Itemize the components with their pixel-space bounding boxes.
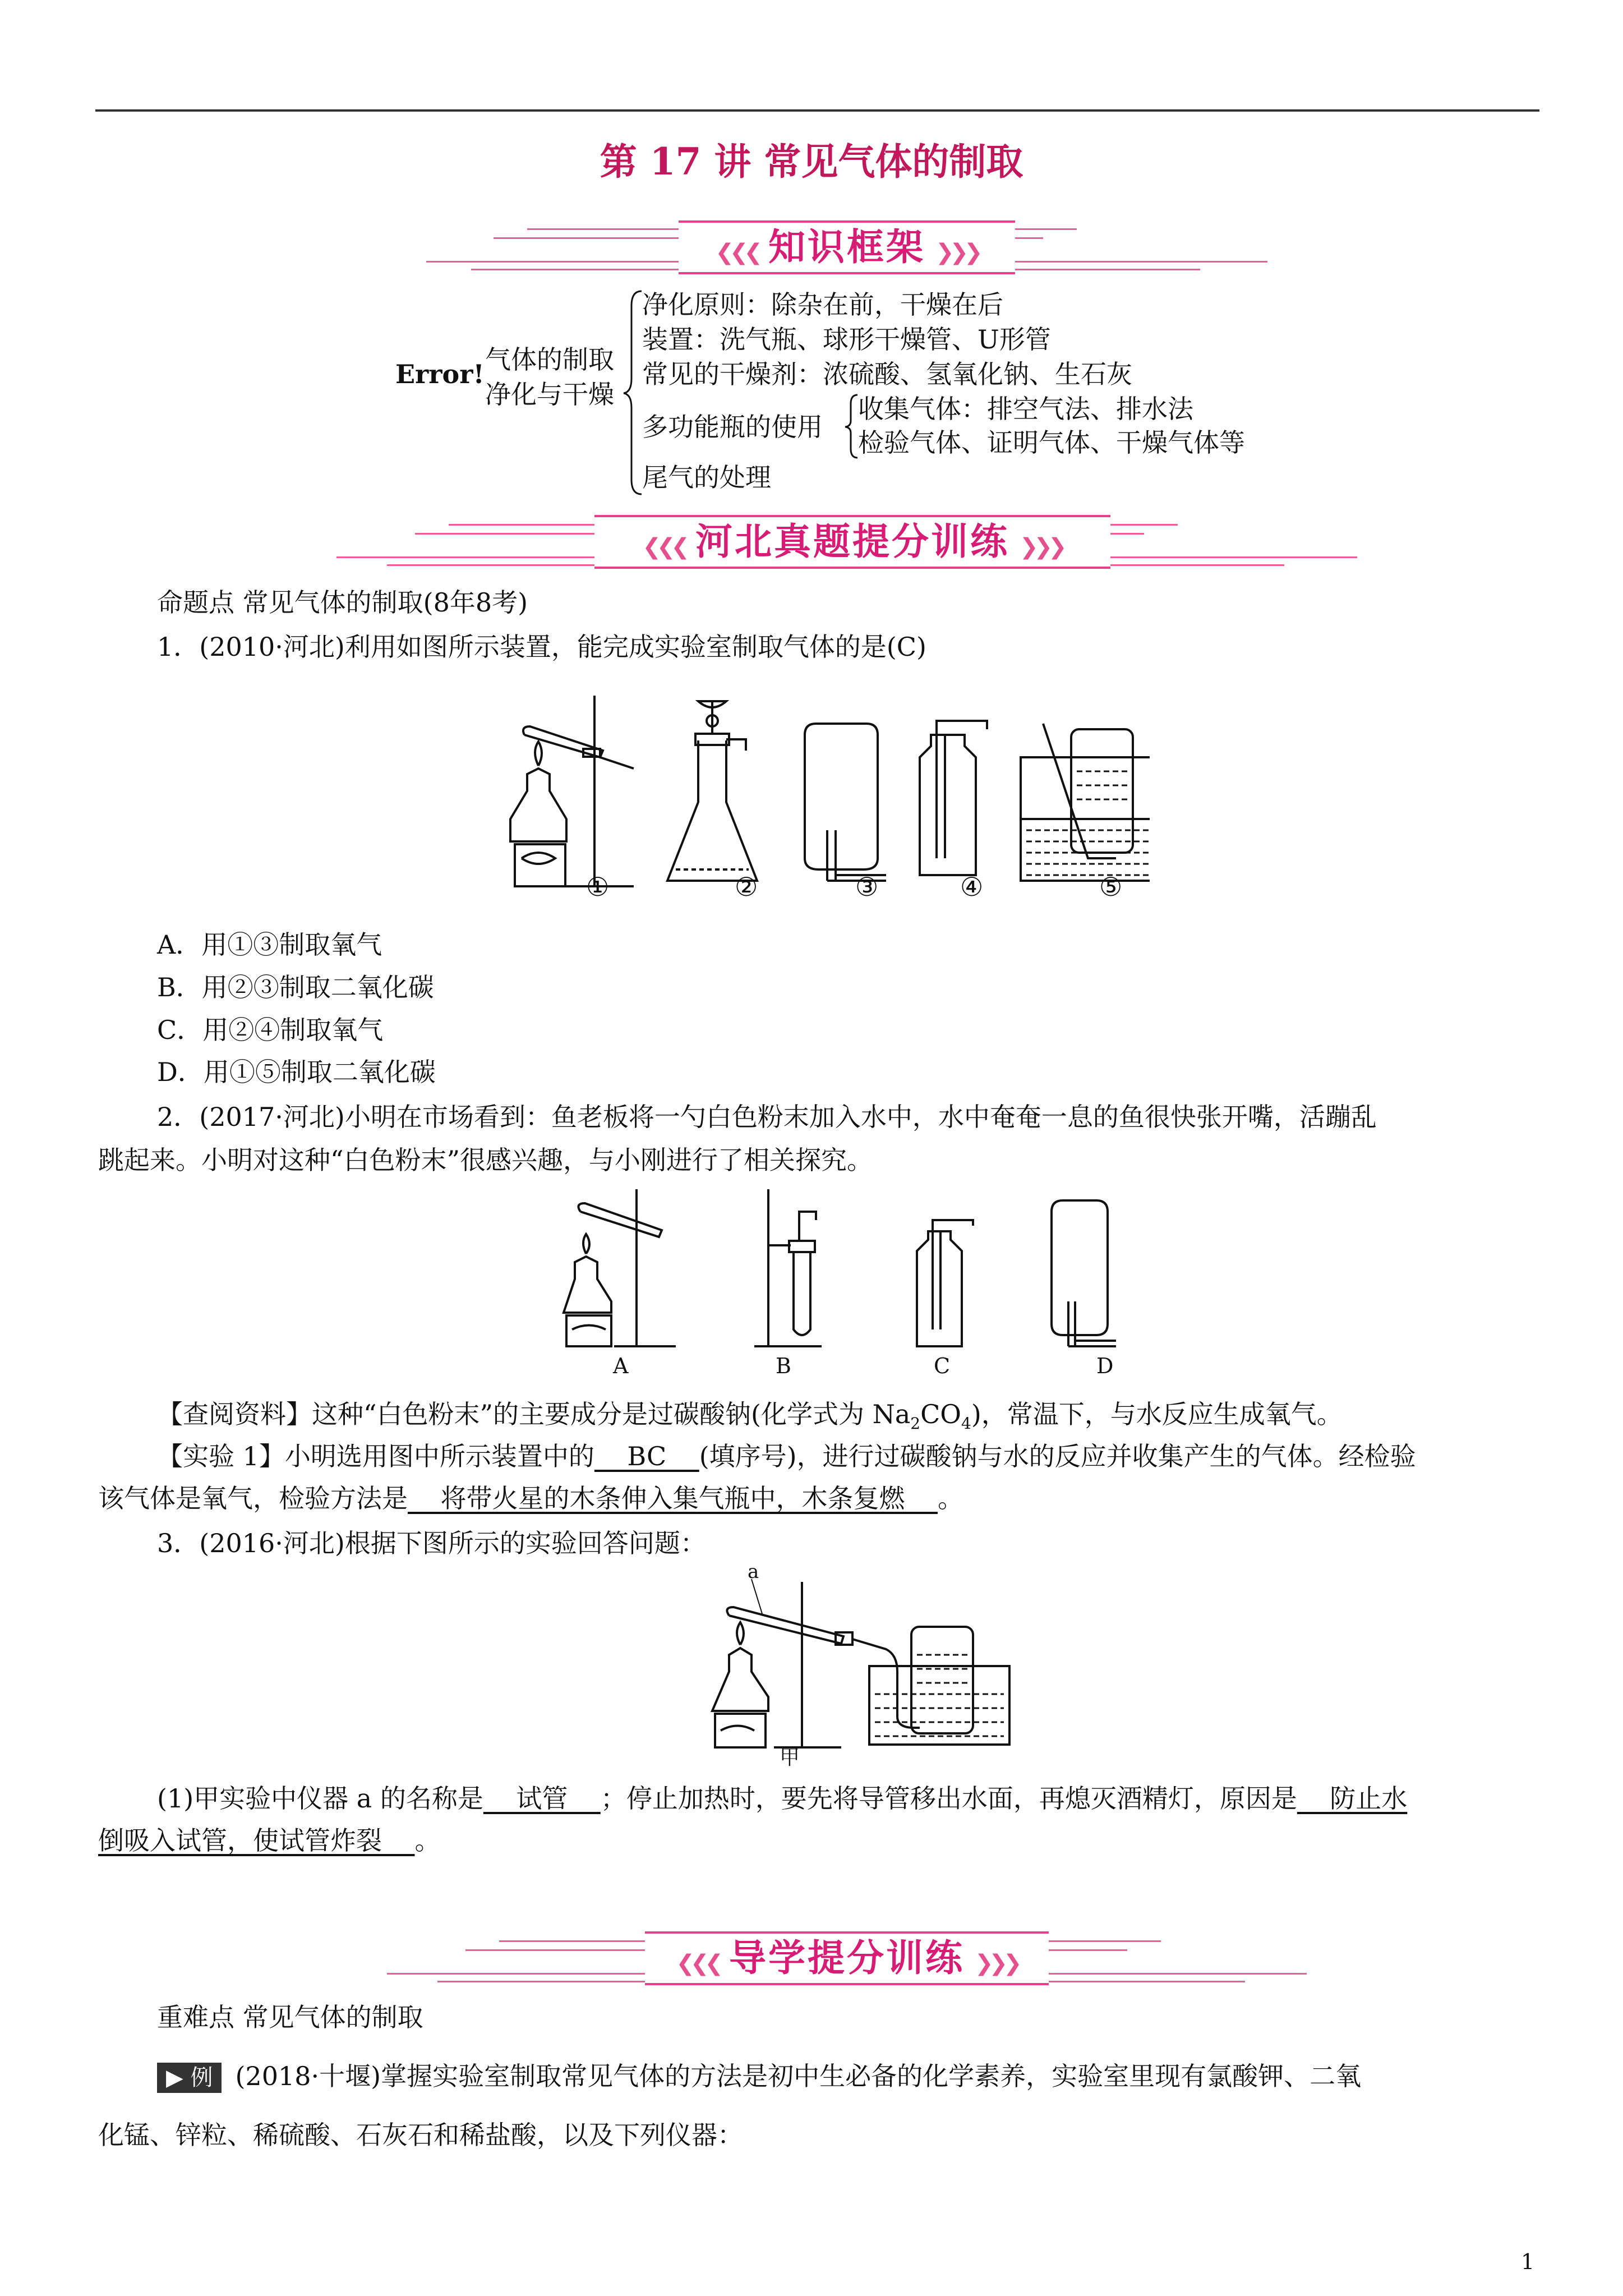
guide-example-text1: (2018·十堰)掌握实验室制取常见气体的方法是初中生必备的化学素养，实验室里现有氯酸钾、二氧	[235, 2061, 1362, 2091]
framework-error-label: Error!	[395, 359, 485, 389]
chevron-right-icon: ❯❯❯	[1020, 534, 1063, 560]
example-badge: ▶ 例	[157, 2063, 222, 2093]
q1-fig-label-3: ③	[855, 872, 879, 902]
q3-l1-answer: 试管	[483, 1783, 601, 1814]
q3-l2-post: 。	[414, 1825, 441, 1856]
q2-reference-pre: 【查阅资料】这种“白色粉末”的主要成分是过碳酸钠(化学式为 Na	[157, 1399, 911, 1429]
q1-fig-label-2: ②	[735, 872, 758, 902]
q2-reference-sub2: 4	[961, 1414, 971, 1433]
q1-option-d: D．用①⑤制取二氧化碳	[157, 1057, 436, 1087]
q3-l1-mid: ；停止加热时，要先将导管移出水面，再熄灭酒精灯，原因是	[600, 1783, 1297, 1814]
q2-experiment1-line1	[157, 1439, 1416, 1474]
section-banner-guide	[387, 1927, 1307, 1989]
chevron-left-icon: ❮❮❮	[715, 240, 758, 265]
framework-item-4: 多功能瓶的使用	[642, 412, 823, 442]
guide-topic: 重难点 常见气体的制取	[157, 2002, 423, 2032]
q3-l2-answer: 倒吸入试管，使试管炸裂	[98, 1825, 415, 1856]
q2-stem-line2: 跳起来。小明对这种“白色粉末”很感兴趣，与小刚进行了相关探究。	[98, 1145, 873, 1175]
framework-item-2: 装置：洗气瓶、球形干燥管、U形管	[642, 324, 1051, 355]
hebei-banner-tab	[594, 515, 1110, 569]
framework-center-line1: 气体的制取	[485, 344, 614, 375]
framework-sub-brace	[844, 393, 860, 460]
q1-fig-label-1: ①	[586, 872, 610, 902]
q1-stem: 1．(2010·河北)利用如图所示装置，能完成实验室制取气体的是(C)	[157, 632, 926, 662]
q2-reference-sub1: 2	[910, 1414, 921, 1433]
framework-center-line2: 净化与干燥	[485, 379, 614, 409]
q1-option-c: C．用②④制取氧气	[157, 1015, 384, 1045]
guide-example-line1	[157, 2059, 1361, 2093]
q2-exp1-pre: 【实验 1】小明选用图中所示装置中的	[157, 1441, 594, 1471]
guide-example-line2: 化锰、锌粒、稀硫酸、石灰石和稀盐酸，以及下列仪器：	[98, 2120, 743, 2150]
q2-exp1-line2-post: 。	[937, 1483, 963, 1513]
q2-exp1-answer: BC	[594, 1441, 699, 1471]
q2-apparatus-figure	[558, 1189, 1119, 1352]
q2-exp1-line2-answer: 将带火星的木条伸入集气瓶中，木条复燃	[408, 1483, 938, 1513]
q1-option-b: B．用②③制取二氧化碳	[157, 972, 434, 1002]
guide-banner-label: 导学提分训练	[729, 1936, 965, 1980]
q3-fig-caption: 甲	[780, 1746, 800, 1769]
q2-reference-post: )，常温下，与水反应生成氧气。	[971, 1399, 1343, 1429]
q2-fig-label-b: B	[776, 1354, 791, 1378]
q2-reference-mid: CO	[920, 1399, 962, 1429]
page-title: 第 17 讲 常见气体的制取	[600, 140, 1023, 183]
top-rule	[95, 109, 1539, 112]
q2-reference-line	[157, 1397, 1343, 1434]
q3-part1-line2	[98, 1823, 441, 1858]
hebei-banner-label: 河北真题提分训练	[695, 520, 1009, 563]
section-banner-framework	[426, 216, 1267, 278]
q3-l1-answer2: 防止水	[1297, 1783, 1408, 1814]
q1-fig-label-5: ⑤	[1099, 872, 1123, 902]
q3-apparatus-figure	[701, 1571, 1015, 1750]
q1-fig-label-4: ④	[960, 872, 984, 902]
q3-l1-pre: (1)甲实验中仪器 a 的名称是	[157, 1783, 483, 1814]
q2-fig-label-d: D	[1096, 1354, 1114, 1378]
section-banner-hebei	[336, 510, 1357, 572]
framework-item-1: 净化原则：除杂在前，干燥在后	[642, 289, 1003, 320]
chevron-left-icon: ❮❮❮	[676, 1950, 719, 1976]
q2-exp1-line2-pre: 该气体是氧气，检验方法是	[98, 1483, 408, 1513]
hebei-topic: 命题点 常见气体的制取(8年8考)	[157, 587, 528, 618]
q3-fig-label-a: a	[748, 1561, 759, 1583]
framework-main-brace	[623, 289, 645, 496]
framework-subitem-1: 收集气体：排空气法、排水法	[858, 394, 1193, 424]
framework-item-3: 常见的干燥剂：浓硫酸、氢氧化钠、生石灰	[642, 359, 1132, 389]
q2-exp1-post: (填序号)，进行过碳酸钠与水的反应并收集产生的气体。经检验	[699, 1441, 1416, 1471]
page-number: 1	[1521, 2249, 1535, 2274]
q2-fig-label-a: A	[613, 1354, 629, 1378]
framework-banner-label: 知识框架	[768, 226, 925, 269]
q2-stem-line1: 2．(2017·河北)小明在市场看到：鱼老板将一勺白色粉末加入水中，水中奄奄一息的鱼很快张开嘴，活蹦乱	[157, 1102, 1377, 1132]
guide-banner-tab	[645, 1931, 1049, 1985]
framework-banner-tab	[679, 220, 1015, 274]
q2-fig-label-c: C	[934, 1354, 951, 1378]
q2-experiment1-line2	[98, 1481, 963, 1516]
chevron-left-icon: ❮❮❮	[642, 534, 685, 560]
chevron-right-icon: ❯❯❯	[975, 1950, 1018, 1976]
framework-subitem-2: 检验气体、证明气体、干燥气体等	[858, 427, 1245, 458]
framework-item-5: 尾气的处理	[642, 462, 771, 493]
q3-stem: 3．(2016·河北)根据下图所示的实验回答问题：	[157, 1528, 706, 1558]
q1-option-a: A．用①③制取氧气	[157, 930, 382, 960]
q3-part1-line1	[157, 1781, 1407, 1816]
chevron-right-icon: ❯❯❯	[935, 240, 979, 265]
